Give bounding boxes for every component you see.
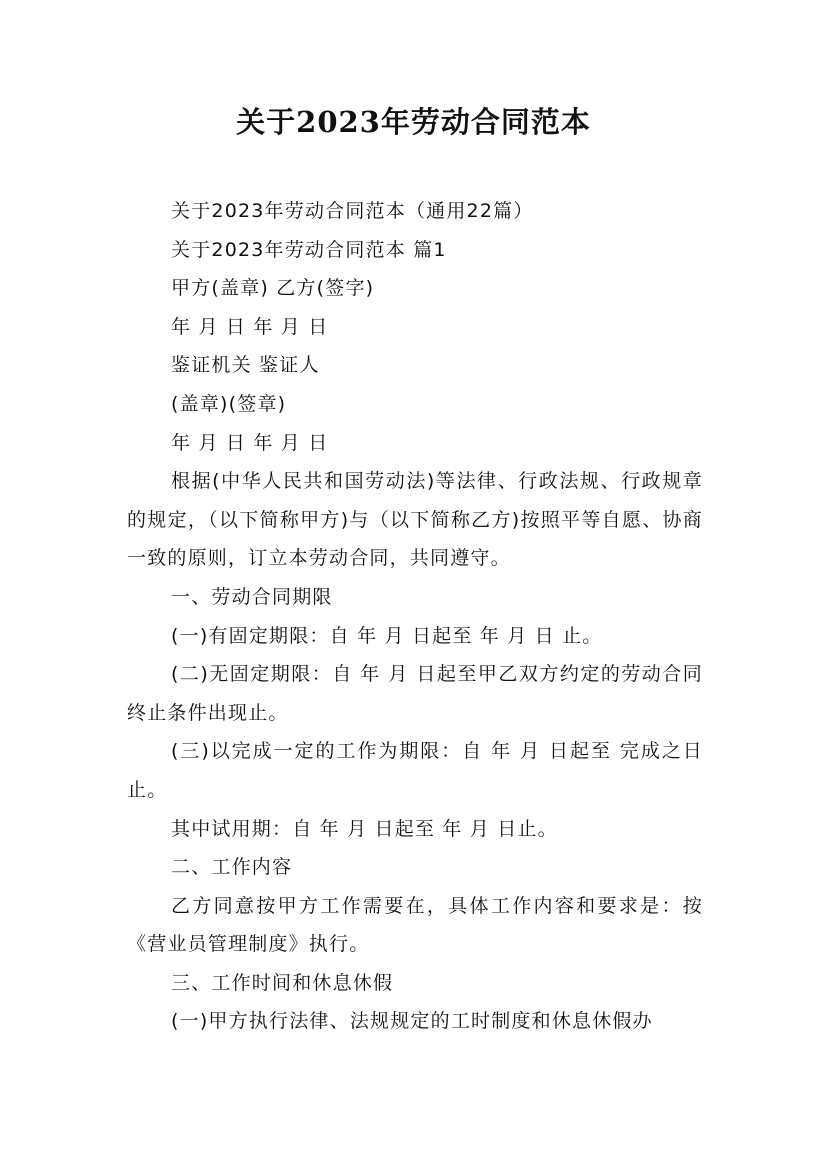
section-1-heading: 一、劳动合同期限: [171, 585, 333, 608]
verification-line: 鉴证机关 鉴证人: [171, 354, 320, 377]
clause-3-1: (一)甲方执行法律、法规规定的工时制度和休息休假办: [171, 1010, 653, 1033]
date-line: 年 月 日 年 月 日: [171, 315, 329, 338]
clause-1-2: (二)无固定期限：自 年 月 日起至甲乙双方约定的劳动合同终止条件出现止。: [127, 663, 703, 724]
section-2-heading: 二、工作内容: [171, 856, 293, 879]
document-title: 关于2023年劳动合同范本: [236, 105, 591, 139]
intro-paragraph: 根据(中华人民共和国劳动法)等法律、行政法规、行政规章的规定，（以下简称甲方)与（以下简称乙方)按照平等自愿、协商一致的原则，订立本劳动合同，共同遵守。: [127, 470, 703, 570]
work-content-paragraph: 乙方同意按甲方工作需要在，具体工作内容和要求是：按《营业员管理制度》执行。: [127, 894, 703, 956]
signature-line: 甲方(盖章) 乙方(签字): [171, 277, 375, 300]
subtitle-paragraph: 关于2023年劳动合同范本（通用22篇）: [171, 200, 534, 222]
clause-1-3: (三)以完成一定的工作为期限：自 年 月 日起至 完成之日止。: [127, 740, 703, 801]
date-line-2: 年 月 日 年 月 日: [171, 431, 329, 454]
section-3-heading: 三、工作时间和休息休假: [171, 971, 394, 994]
section-heading-paragraph: 关于2023年劳动合同范本 篇1: [171, 238, 447, 261]
clause-1-1: (一)有固定期限：自 年 月 日起至 年 月 日 止。: [171, 624, 603, 647]
probation-paragraph: 其中试用期：自 年 月 日起至 年 月 日止。: [171, 817, 558, 840]
stamp-line: (盖章)(签章): [171, 392, 287, 415]
document-body: [127, 192, 703, 1041]
